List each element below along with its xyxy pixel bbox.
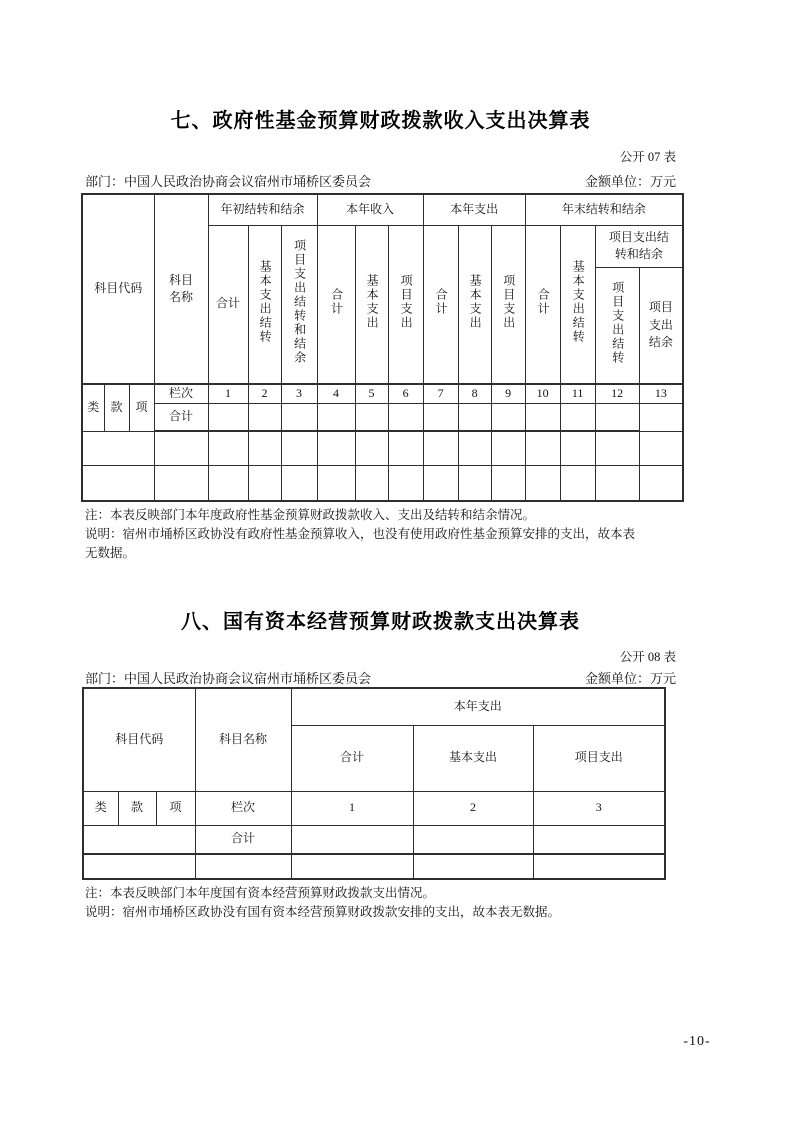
state-capital-table <box>82 687 666 880</box>
section7-department: 部门：中国人民政治协商会议宿州市埇桥区委员会 <box>85 174 372 189</box>
subject-code-header: 科目代码 <box>83 688 195 791</box>
col-number: 2 <box>413 791 533 825</box>
empty-cell <box>281 403 317 431</box>
empty-cell <box>525 403 560 431</box>
col3-header: 项目支出 <box>533 725 665 791</box>
expense-group-header: 本年支出 <box>291 688 665 725</box>
empty-cell <box>208 431 248 465</box>
gov-fund-table <box>81 193 684 502</box>
section7-meta-row <box>85 171 676 190</box>
empty-cell <box>317 403 355 431</box>
end-balance-group-header: 年末结转和结余 <box>525 194 683 225</box>
col6-header: 项目支出 <box>388 225 423 384</box>
empty-cell <box>533 825 665 854</box>
empty-cell <box>560 465 595 501</box>
table8-group-header-row <box>83 688 665 725</box>
section8-table-code: 公开 08 表 <box>619 650 676 664</box>
empty-cell <box>595 403 639 431</box>
section8-note: 注：本表反映部门本年度国有资本经营预算财政拨款支出情况。 <box>85 886 436 900</box>
col4-header: 合计 <box>317 225 355 384</box>
col-number: 1 <box>291 791 413 825</box>
table7-empty-row <box>82 431 683 465</box>
col-number: 6 <box>388 384 423 403</box>
empty-cell <box>413 825 533 854</box>
empty-cell <box>281 465 317 501</box>
col-number: 10 <box>525 384 560 403</box>
fund-header: 款 <box>118 791 156 825</box>
subject-code-header: 科目代码 <box>82 194 154 384</box>
total-label: 合计 <box>195 825 291 854</box>
table7-empty-row <box>82 465 683 501</box>
income-group-header: 本年收入 <box>317 194 423 225</box>
section8-department: 部门：中国人民政治协商会议宿州市埇桥区委员会 <box>85 671 372 686</box>
empty-cell <box>388 431 423 465</box>
empty-cell <box>525 431 560 465</box>
empty-cell <box>291 825 413 854</box>
empty-cell <box>82 431 154 465</box>
col5-header: 基本支出 <box>355 225 388 384</box>
empty-cell <box>154 465 208 501</box>
section7-table-code: 公开 07 表 <box>619 150 676 164</box>
empty-cell <box>83 854 195 879</box>
table7-total-row <box>82 403 683 431</box>
table7-rank-row <box>82 384 683 403</box>
empty-cell <box>491 431 525 465</box>
col7-header: 合计 <box>423 225 458 384</box>
rank-label: 栏次 <box>195 791 291 825</box>
table8-empty-row <box>83 854 665 879</box>
col2-header: 基本支出 <box>413 725 533 791</box>
empty-cell <box>208 403 248 431</box>
col-number: 12 <box>595 384 639 403</box>
item-header: 项 <box>129 384 154 431</box>
empty-cell <box>281 431 317 465</box>
col-number: 3 <box>281 384 317 403</box>
empty-cell <box>423 431 458 465</box>
item-header: 项 <box>156 791 195 825</box>
empty-cell <box>154 431 208 465</box>
col-number: 5 <box>355 384 388 403</box>
empty-cell <box>423 465 458 501</box>
section8-notes <box>85 884 665 922</box>
section7-unit: 金额单位：万元 <box>584 174 676 189</box>
empty-cell <box>595 465 639 501</box>
col11-header: 基本支出结转 <box>560 225 595 384</box>
empty-cell <box>560 431 595 465</box>
col-number: 9 <box>491 384 525 403</box>
empty-cell <box>388 465 423 501</box>
col1-header: 合计 <box>291 725 413 791</box>
section8-unit: 金额单位：万元 <box>584 671 676 686</box>
subject-name-header: 科目名称 <box>154 194 208 384</box>
empty-cell <box>458 431 491 465</box>
col13-header: 项目支出结余 <box>639 267 683 384</box>
table7-group-header-row <box>82 194 683 225</box>
table8-total-row <box>83 825 665 854</box>
empty-cell <box>639 465 683 501</box>
empty-cell <box>458 465 491 501</box>
col1-header: 合计 <box>208 225 248 384</box>
empty-cell <box>533 854 665 879</box>
col-number: 2 <box>248 384 281 403</box>
col-number: 8 <box>458 384 491 403</box>
empty-cell <box>208 465 248 501</box>
col12-header: 项目支出结转 <box>595 267 639 384</box>
expense-group-header: 本年支出 <box>423 194 525 225</box>
empty-cell <box>317 431 355 465</box>
class-header: 类 <box>82 384 104 431</box>
empty-cell <box>355 403 388 431</box>
empty-cell <box>639 431 683 465</box>
empty-cell <box>458 403 491 431</box>
empty-cell <box>388 403 423 431</box>
empty-cell <box>291 854 413 879</box>
empty-cell <box>355 465 388 501</box>
table8-rank-row <box>83 791 665 825</box>
col2-header: 基本支出结转 <box>248 225 281 384</box>
col-number: 3 <box>533 791 665 825</box>
col-number: 11 <box>560 384 595 403</box>
empty-cell <box>491 465 525 501</box>
rank-label: 栏次 <box>154 384 208 403</box>
section7-explanation: 说明：宿州市埇桥区政协没有政府性基金预算收入，也没有使用政府性基金预算安排的支出，故本表无数据。 <box>85 527 636 560</box>
empty-cell <box>248 403 281 431</box>
empty-cell <box>423 403 458 431</box>
fund-header: 款 <box>104 384 129 431</box>
section7-notes <box>85 506 665 563</box>
section8-explanation: 说明：宿州市埇桥区政协没有国有资本经营预算财政拨款安排的支出，故本表无数据。 <box>85 905 561 919</box>
empty-cell <box>491 403 525 431</box>
col-number: 7 <box>423 384 458 403</box>
col9-header: 项目支出 <box>491 225 525 384</box>
col-number: 13 <box>639 384 683 403</box>
total-label: 合计 <box>154 403 208 431</box>
col-number: 1 <box>208 384 248 403</box>
empty-cell <box>525 465 560 501</box>
begin-balance-group-header: 年初结转和结余 <box>208 194 317 225</box>
section7-title: 七、政府性基金预算财政拨款收入支出决算表 <box>170 110 591 132</box>
col8-header: 基本支出 <box>458 225 491 384</box>
empty-cell <box>248 431 281 465</box>
empty-cell <box>83 825 195 854</box>
section8-title: 八、国有资本经营预算财政拨款支出决算表 <box>181 611 580 633</box>
empty-cell <box>595 431 639 465</box>
col3-header: 项目支出结转和结余 <box>281 225 317 384</box>
empty-cell <box>248 465 281 501</box>
end-project-balance-subheader: 项目支出结转和结余 <box>595 225 683 267</box>
page-number: -10- <box>683 1034 711 1049</box>
empty-cell <box>195 854 291 879</box>
empty-cell <box>82 465 154 501</box>
col10-header: 合计 <box>525 225 560 384</box>
subject-name-header: 科目名称 <box>195 688 291 791</box>
empty-cell <box>560 403 595 431</box>
col-number: 4 <box>317 384 355 403</box>
empty-cell <box>317 465 355 501</box>
section8-meta-row <box>85 668 676 687</box>
empty-cell <box>413 854 533 879</box>
empty-cell <box>355 431 388 465</box>
section7-note: 注：本表反映部门本年度政府性基金预算财政拨款收入、支出及结转和结余情况。 <box>85 508 536 522</box>
class-header: 类 <box>83 791 118 825</box>
